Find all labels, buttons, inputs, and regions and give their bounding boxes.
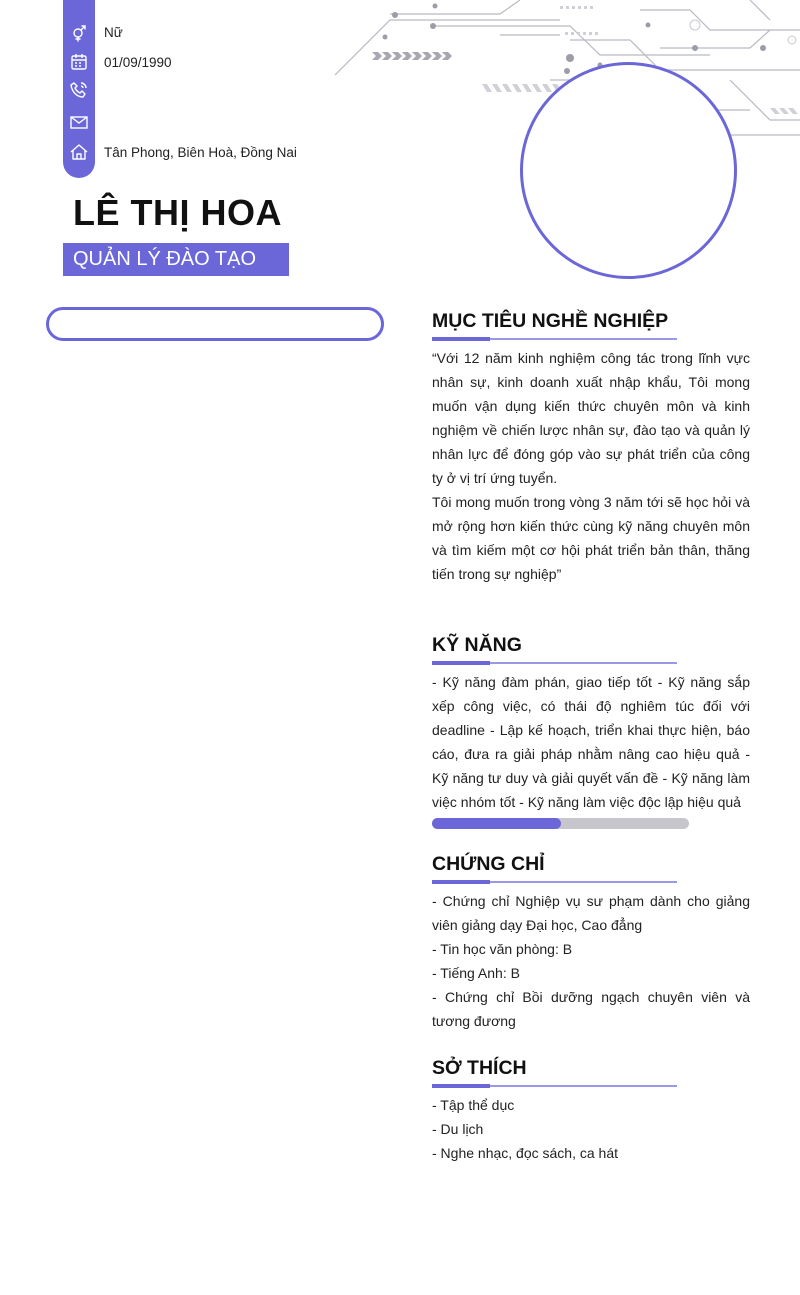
address-text: Tân Phong, Biên Hoà, Đồng Nai bbox=[104, 145, 297, 160]
objective-paragraph-2: Tôi mong muốn trong vòng 3 năm tới sẽ học hỏi và mở rộng hơn kiến thức cùng kỹ năng chuyên môn và tìm kiếm một cơ hội phát triển bản thân, thăng tiến trong sự nghiệp” bbox=[432, 494, 750, 582]
list-item: - Tin học văn phòng: B bbox=[432, 941, 573, 957]
objective-text bbox=[432, 346, 750, 586]
birthday-text: 01/09/1990 bbox=[104, 55, 172, 70]
skills-text bbox=[432, 670, 750, 814]
mail-icon bbox=[69, 112, 89, 132]
avatar bbox=[520, 62, 737, 279]
skill-level-bar bbox=[432, 818, 689, 829]
gender-text: Nữ bbox=[104, 25, 123, 40]
skills-underline bbox=[432, 662, 677, 664]
list-item: - Tập thể dục bbox=[432, 1097, 515, 1113]
objective-underline bbox=[432, 338, 677, 340]
hobbies-list bbox=[432, 1093, 750, 1165]
phone-icon bbox=[69, 80, 89, 100]
objective-heading: MỤC TIÊU NGHỀ NGHIỆP bbox=[432, 310, 669, 332]
certificates-heading: CHỨNG CHỈ bbox=[432, 853, 545, 875]
hobbies-underline bbox=[432, 1085, 677, 1087]
skills-paragraph: - Kỹ năng đàm phán, giao tiếp tốt - Kỹ năng sắp xếp công việc, có thái độ nghiêm túc đối với deadline - Lập kế hoạch, triển khai thực hiện, báo cáo, đưa ra giải pháp nhằm nâng cao hiệu quả - Kỹ năng tư duy và giải quyết vấn đề - Kỹ năng làm việc nhóm tốt - Kỹ năng làm việc độc lập hiệu quả bbox=[432, 674, 750, 810]
gender-icon bbox=[69, 22, 89, 42]
objective-paragraph-1: “Với 12 năm kinh nghiệm công tác trong lĩnh vực nhân sự, kinh doanh xuất nhập khẩu, Tôi mong muốn vận dụng kiến thức chuyên môn và kinh nghiệm về chiến lược nhân sự, đào tạo và quản lý nhân lực để đóng góp vào sự phát triển của công ty ở vị trí ứng tuyển. bbox=[432, 350, 750, 486]
list-item: - Nghe nhạc, đọc sách, ca hát bbox=[432, 1145, 618, 1161]
candidate-name: LÊ THỊ HOA bbox=[73, 192, 282, 233]
list-item: - Du lịch bbox=[432, 1121, 484, 1137]
certificates-list bbox=[432, 889, 750, 1033]
skill-level-fill bbox=[432, 818, 561, 829]
list-item: - Chứng chỉ Nghiệp vụ sư phạm dành cho giảng viên giảng dạy Đại học, Cao đẳng bbox=[432, 893, 750, 933]
list-item: - Chứng chỉ Bồi dưỡng ngạch chuyên viên và tương đương bbox=[432, 989, 750, 1029]
list-item: - Tiếng Anh: B bbox=[432, 965, 520, 981]
skills-heading: KỸ NĂNG bbox=[432, 634, 522, 656]
hobbies-heading: SỞ THÍCH bbox=[432, 1057, 527, 1079]
calendar-icon bbox=[69, 52, 89, 72]
home-icon bbox=[69, 142, 89, 162]
empty-pill-box bbox=[46, 307, 384, 341]
certificates-underline bbox=[432, 881, 677, 883]
job-title: QUẢN LÝ ĐÀO TẠO bbox=[63, 243, 289, 276]
